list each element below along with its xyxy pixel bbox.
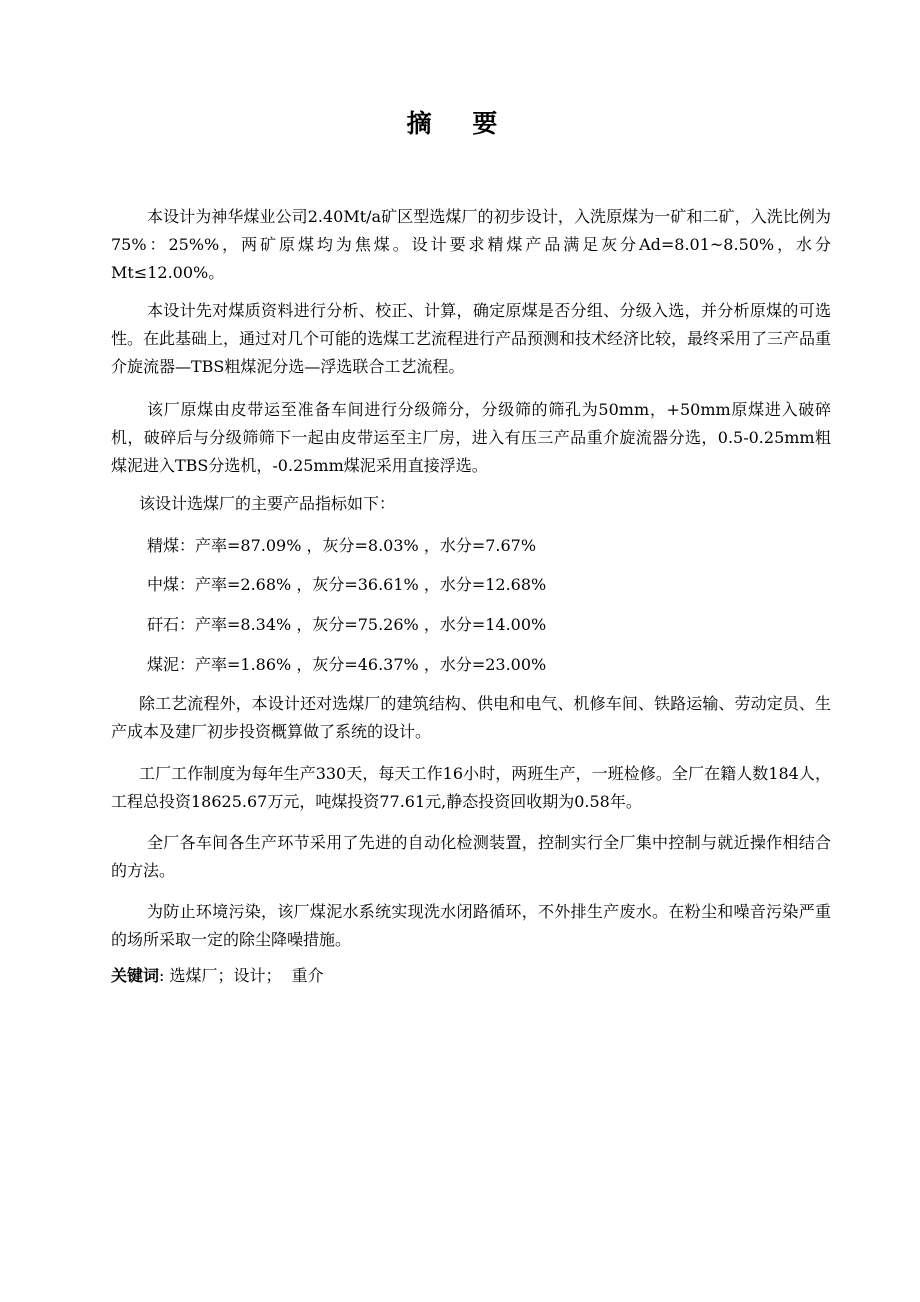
paragraph-automation: 全厂各车间各生产环节采用了先进的自动化检测装置，控制实行全厂集中控制与就近操作相结合的方法。 bbox=[111, 833, 831, 880]
paragraph-design-overview: 本设计为神华煤业公司2.40Mt/a矿区型选煤厂的初步设计，入洗原煤为一矿和二矿，入洗比例为75%：25%%，两矿原煤均为焦煤。设计要求精煤产品满足灰分Ad=8.01~8.50%，水分Mt≤12.00%。 bbox=[111, 207, 831, 282]
product-item-slime: 煤泥：产率=1.86% ，灰分=46.37% ，水分=23.00% bbox=[147, 655, 547, 674]
paragraph-other-designs: 除工艺流程外，本设计还对选煤厂的建筑结构、供电和电气、机修车间、铁路运输、劳动定员、生产成本及建厂初步投资概算做了系统的设计。 bbox=[111, 694, 831, 741]
product-item-clean-coal: 精煤：产率=87.09% ，灰分=8.03% ，水分=7.67% bbox=[147, 536, 537, 555]
paragraph-process-description: 该厂原煤由皮带运至准备车间进行分级筛分，分级筛的筛孔为50mm，+50mm原煤进入破碎机，破碎后与分级筛筛下一起由皮带运至主厂房，进入有压三产品重介旋流器分选，0.5-0.25mm粗煤泥进入TBS分选机，-0.25mm煤泥采用直接浮选。 bbox=[111, 400, 831, 475]
page-title: 摘 要 bbox=[406, 109, 514, 138]
paragraph-product-intro: 该设计选煤厂的主要产品指标如下： bbox=[139, 494, 396, 513]
keywords-line bbox=[111, 962, 324, 990]
paragraph-work-schedule: 工厂工作制度为每年生产330天，每天工作16小时，两班生产，一班检修。全厂在籍人数184人，工程总投资18625.67万元，吨煤投资77.61元,静态投资回收期为0.58年。 bbox=[111, 764, 831, 811]
paragraph-environment: 为防止环境污染，该厂煤泥水系统实现洗水闭路循环，不外排生产废水。在粉尘和噪音污染严重的场所采取一定的除尘降噪措施。 bbox=[111, 902, 831, 949]
keywords-value: : 选煤厂；设计； 重介 bbox=[159, 966, 324, 985]
keywords-label: 关键词 bbox=[111, 966, 160, 985]
product-item-middlings: 中煤：产率=2.68% ，灰分=36.61% ，水分=12.68% bbox=[147, 575, 547, 594]
product-item-gangue: 矸石：产率=8.34% ，灰分=75.26% ，水分=14.00% bbox=[147, 615, 547, 634]
paragraph-process-selection: 本设计先对煤质资料进行分析、校正、计算，确定原煤是否分组、分级入选，并分析原煤的可选性。在此基础上，通过对几个可能的选煤工艺流程进行产品预测和技术经济比较，最终采用了三产品重介旋流器—TBS粗煤泥分选—浮选联合工艺流程。 bbox=[111, 301, 832, 376]
